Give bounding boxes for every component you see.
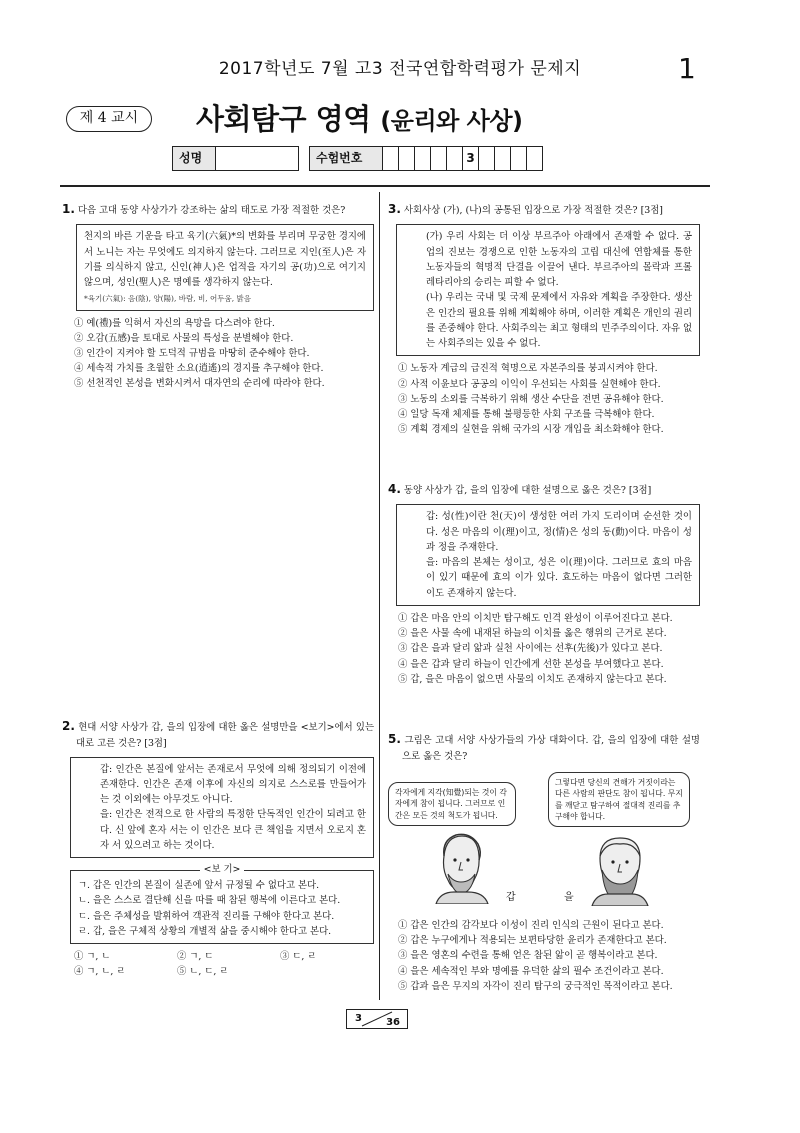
q1-text: 다음 고대 동양 사상가가 강조하는 삶의 태도로 가장 적절한 것은? xyxy=(77,205,346,216)
exam-digit-box[interactable] xyxy=(414,146,431,171)
page-indicator xyxy=(346,1009,408,1029)
q4-option[interactable]: ④ 을은 갑과 달리 하늘이 인간에게 선한 본성을 부여했다고 본다. xyxy=(398,658,664,670)
q2-bogi-label: <보 기> xyxy=(200,864,245,875)
question-2 xyxy=(62,717,374,979)
q3-option[interactable]: ④ 일당 독재 체제를 통해 불평등한 사회 구조를 극복해야 한다. xyxy=(398,409,655,421)
q4-passage-box xyxy=(396,504,700,605)
q2-bogi xyxy=(70,864,374,944)
q4-option[interactable]: ② 을은 사물 속에 내재된 하늘의 이치를 옳은 행위의 근거로 본다. xyxy=(398,628,667,640)
q4-option[interactable]: ③ 갑은 을과 달리 앎과 실천 사이에는 선후(先後)가 있다고 본다. xyxy=(398,643,663,655)
page-number: 1 xyxy=(678,52,696,85)
q4-option[interactable]: ① 갑은 마음 안의 이치만 탐구해도 인격 완성이 이루어진다고 본다. xyxy=(398,612,673,624)
exam-digit-box[interactable] xyxy=(478,146,495,171)
exam-number-label: 수험번호 xyxy=(309,146,383,171)
q2-bogi-item: ㄹ. 갑, 을은 구체적 상황의 개별적 삶을 중시해야 한다고 본다. xyxy=(78,925,332,937)
q1-option[interactable]: ⑤ 선천적인 본성을 변화시켜서 대자연의 순리에 따라야 한다. xyxy=(74,378,325,390)
q5-option[interactable]: ② 갑은 누구에게나 적용되는 보편타당한 윤리가 존재한다고 본다. xyxy=(398,935,667,947)
q3-passage-a: (가) 우리 사회는 더 이상 부르주아 아래에서 존재할 수 없다. 공업의 진보는 경쟁으로 인한 노동자의 고립 대신에 연합체를 통한 노동자들의 혁명적 단결을 이끌어 낸다. 부르주아의 몰락과 프롤레타리아의 승리는 피할 수 없다. xyxy=(426,231,692,289)
question-1 xyxy=(62,200,374,392)
q1-passage: 천지의 바른 기운을 타고 육기(六氣)*의 변화를 부리며 무궁한 경지에서 노니는 자는 무엇에도 의지하지 않는다. 그러므로 지인(至人)은 자기를 의식하지 않고, 신인(神人)은 업적을 자기의 공(功)으로 여기지 않으며, 성인(聖人)은 명예를 생각하지 않는다. xyxy=(84,231,366,289)
q3-passage-box xyxy=(396,224,700,356)
question-4 xyxy=(388,480,700,687)
subject-title xyxy=(196,96,523,143)
exam-digit-box[interactable] xyxy=(510,146,527,171)
q2-choice[interactable]: ① ㄱ, ㄴ xyxy=(74,951,111,963)
philosopher-a-portrait-icon xyxy=(426,830,496,904)
page-current: 3 xyxy=(355,1013,362,1024)
figure-label-a: 갑 xyxy=(506,892,516,903)
q1-option[interactable]: ① 예(禮)를 익혀서 자신의 욕망을 다스려야 한다. xyxy=(74,317,275,329)
q2-bogi-box xyxy=(70,870,374,944)
exam-digit-box[interactable] xyxy=(494,146,511,171)
student-info-row xyxy=(172,146,543,171)
exam-digit-box[interactable] xyxy=(446,146,463,171)
q3-options xyxy=(398,361,700,437)
figure-label-b: 을 xyxy=(564,892,574,903)
q4-options xyxy=(398,611,700,687)
q3-option[interactable]: ③ 노동의 소외를 극복하기 위해 생산 수단을 전면 공유해야 한다. xyxy=(398,393,664,405)
q2-choice[interactable]: ② ㄱ, ㄷ xyxy=(177,951,214,963)
q3-option[interactable]: ② 사적 이윤보다 공공의 이익이 우선되는 사회를 실현해야 한다. xyxy=(398,378,661,390)
q1-option[interactable]: ② 오감(五感)을 토대로 사물의 특성을 분별해야 한다. xyxy=(74,332,294,344)
q1-number: 1. xyxy=(62,202,75,216)
q5-option[interactable]: ⑤ 갑과 을은 무지의 자각이 진리 탐구의 궁극적인 목적이라고 본다. xyxy=(398,980,673,992)
q5-option[interactable]: ③ 을은 영혼의 수련을 통해 얻은 참된 앎이 곧 행복이라고 본다. xyxy=(398,950,658,962)
question-5 xyxy=(388,730,700,1000)
q5-number: 5. xyxy=(388,732,401,746)
q5-text: 그림은 고대 서양 사상가들의 가상 대화이다. 갑, 을의 입장에 대한 설명으로 옳은 것은? xyxy=(402,735,700,763)
q2-choice[interactable]: ③ ㄷ, ㄹ xyxy=(280,951,317,963)
page-total: 36 xyxy=(386,1017,400,1028)
q2-bogi-item: ㄱ. 갑은 인간의 본질이 실존에 앞서 규정될 수 없다고 본다. xyxy=(78,880,320,892)
exam-digit-box[interactable] xyxy=(430,146,447,171)
q2-choice[interactable]: ⑤ ㄴ, ㄷ, ㄹ xyxy=(177,966,229,978)
q4-text: 동양 사상가 갑, 을의 입장에 대한 설명으로 옳은 것은? [3점] xyxy=(403,485,652,496)
q3-passage-b: (나) 우리는 국내 및 국제 문제에서 자유와 계획을 주장한다. 생산은 인간의 필요를 위해 계획해야 하며, 이러한 계획은 개인의 권리를 존중해야 한다. 사회주의는 최고 형태의 민주주의이다. 자유 없는 사회주의는 있을 수 없다. xyxy=(426,292,692,350)
q4-passage-b: 을: 마음의 본체는 성이고, 성은 이(理)이다. 그러므로 효의 마음이 있기 때문에 효의 이가 있다. 효도하는 마음이 없다면 그러한 이도 존재하지 않는다. xyxy=(426,557,692,599)
q3-option[interactable]: ⑤ 계획 경제의 실현을 위해 국가의 시장 개입을 최소화해야 한다. xyxy=(398,424,664,436)
q3-number: 3. xyxy=(388,202,401,216)
q4-passage-a: 갑: 성(性)이란 천(天)이 생성한 여러 가지 도리이며 순선한 것이다. 성은 마음의 이(理)이고, 정(情)은 성의 동(動)이다. 마음이 성과 정을 주재한다. xyxy=(426,511,692,553)
exam-header-title: 2017학년도 7월 고3 전국연합학력평가 문제지 xyxy=(218,59,582,79)
exam-digit-box-filled: 3 xyxy=(462,146,479,171)
name-field[interactable] xyxy=(215,146,299,171)
q2-bogi-item: ㄷ. 을은 주체성을 발휘하여 객관적 진리를 구해야 한다고 본다. xyxy=(78,910,335,922)
session-badge: 제 4 교시 xyxy=(66,106,152,132)
q4-option[interactable]: ⑤ 갑, 을은 마음이 없으면 사물의 이치도 존재하지 않는다고 본다. xyxy=(398,673,667,685)
subject-main: 사회탐구 영역 xyxy=(196,102,371,136)
q1-option[interactable]: ④ 세속적 가치를 초월한 소요(逍遙)의 경지를 추구해야 한다. xyxy=(74,363,324,375)
speech-bubble-b: 그렇다면 당신의 견해가 거짓이라는 다른 사람의 판단도 참이 됩니다. 무지를 깨닫고 탐구하여 절대적 진리를 추구해야 합니다. xyxy=(548,772,690,827)
q2-choices xyxy=(74,949,374,979)
exam-digit-box[interactable] xyxy=(398,146,415,171)
q3-option[interactable]: ① 노동자 계급의 급진적 혁명으로 자본주의를 붕괴시켜야 한다. xyxy=(398,363,658,375)
q2-bogi-item: ㄴ. 을은 스스로 결단해 신을 따를 때 참된 행복에 이른다고 본다. xyxy=(78,895,341,907)
q2-number: 2. xyxy=(62,719,75,733)
speech-bubble-a: 각자에게 지각(知覺)되는 것이 각자에게 참이 됩니다. 그러므로 인간은 모든 것의 척도가 됩니다. xyxy=(388,782,516,826)
q2-passage-b: 을: 인간은 전적으로 한 사람의 특정한 단독적인 인간이 되려고 한다. 신 앞에 혼자 서는 이 인간은 보다 큰 책임을 지면서 오로지 혼자 서 있으려고 하는 것이다. xyxy=(100,809,366,851)
q5-options xyxy=(398,918,673,994)
q1-option[interactable]: ③ 인간이 지켜야 할 도덕적 규범을 마땅히 준수해야 한다. xyxy=(74,347,310,359)
question-3 xyxy=(388,200,700,437)
q2-passage-a: 갑: 인간은 본질에 앞서는 존재로서 무엇에 의해 정의되기 이전에 존재한다. 인간은 존재 이후에 자신의 의지로 스스로를 만들어가는 것 이외에는 아무것도 아니다. xyxy=(100,763,366,806)
q2-text: 현대 서양 사상가 갑, 을의 입장에 대한 옳은 설명만을 <보기>에서 있는 대로 고른 것은? [3점] xyxy=(76,722,374,750)
header-divider xyxy=(60,185,710,187)
column-divider xyxy=(379,192,380,1000)
q1-options xyxy=(74,316,374,392)
q5-option[interactable]: ① 갑은 인간의 감각보다 이성이 진리 인식의 근원이 된다고 본다. xyxy=(398,920,664,931)
philosopher-b-portrait-icon xyxy=(584,830,656,906)
exam-digit-box[interactable] xyxy=(526,146,543,171)
q2-passage-box xyxy=(70,757,374,858)
subject-sub: (윤리와 사상) xyxy=(380,107,523,135)
exam-digit-box[interactable] xyxy=(382,146,399,171)
q5-option[interactable]: ④ 을은 세속적인 부와 명예를 유덕한 삶의 필수 조건이라고 본다. xyxy=(398,965,664,977)
name-label: 성명 xyxy=(172,146,216,171)
q2-choice[interactable]: ④ ㄱ, ㄴ, ㄹ xyxy=(74,966,126,978)
q1-passage-box xyxy=(76,224,374,310)
q4-number: 4. xyxy=(388,482,401,496)
q1-footnote: *육기(六氣): 음(陰), 양(陽), 바람, 비, 어두움, 밝음 xyxy=(84,294,251,304)
q3-text: 사회사상 (가), (나)의 공통된 입장으로 가장 적절한 것은? [3점] xyxy=(403,205,663,216)
